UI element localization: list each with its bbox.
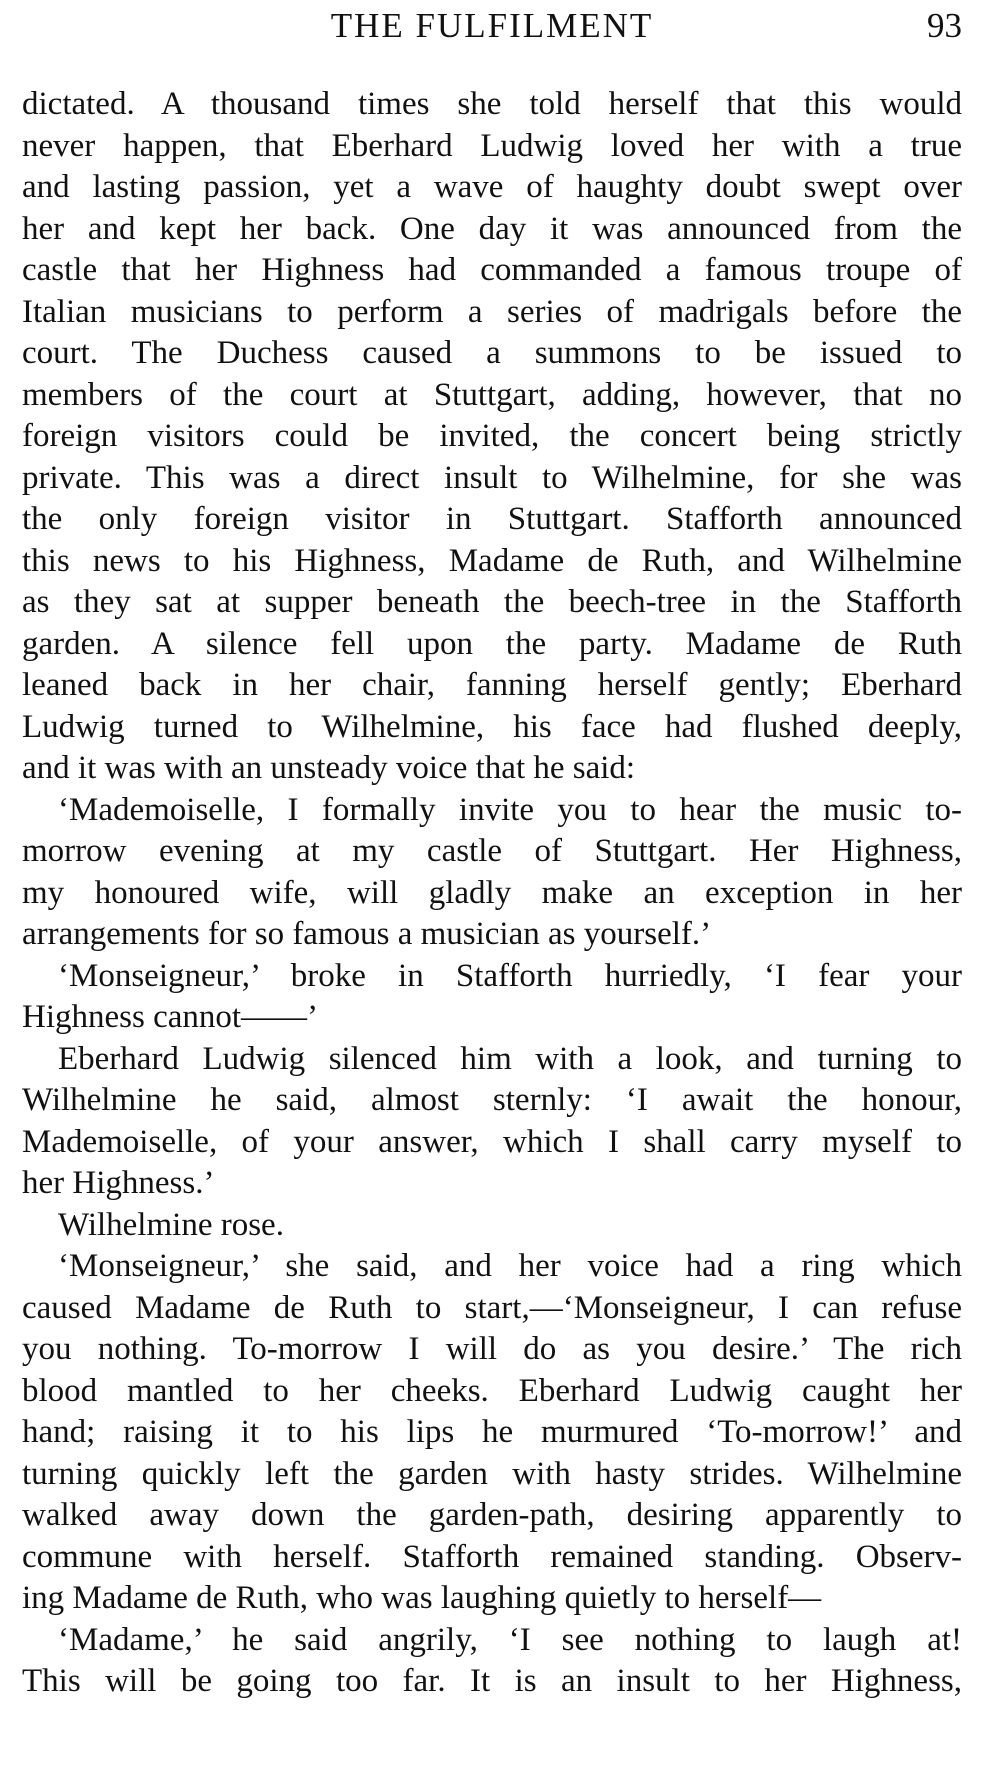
text-line: and it was with an unsteady voice that he said: bbox=[22, 750, 636, 786]
text-line: you nothing. To-morrow I will do as you desire.’ The rich bbox=[22, 1331, 962, 1367]
text-line: walked away down the garden-path, desiring apparently to bbox=[22, 1497, 962, 1533]
page-number: 93 bbox=[927, 6, 962, 45]
text-line: Italian musicians to perform a series of madrigals before the bbox=[22, 293, 962, 330]
text-line: her and kept her back. One day it was announced from the bbox=[22, 210, 962, 247]
text-line: Highness cannot——’ bbox=[22, 999, 319, 1035]
text-line: and lasting passion, yet a wave of haughty doubt swept over bbox=[22, 169, 962, 205]
text-line: ‘Monseigneur,’ broke in Stafforth hurriedly, ‘I fear your bbox=[58, 957, 962, 994]
text-line: this news to his Highness, Madame de Ruth, and Wilhelmine bbox=[22, 542, 962, 579]
text-line: turning quickly left the garden with hasty strides. Wilhelmine bbox=[22, 1455, 962, 1492]
text-line: blood mantled to her cheeks. Eberhard Ludwig caught her bbox=[22, 1372, 962, 1409]
paragraph bbox=[22, 956, 962, 1039]
text-line: her Highness.’ bbox=[22, 1165, 215, 1201]
text-line: the only foreign visitor in Stuttgart. Stafforth announced bbox=[22, 501, 962, 537]
text-line: castle that her Highness had commanded a famous troupe of bbox=[22, 252, 962, 288]
text-line: Wilhelmine rose. bbox=[58, 1206, 284, 1243]
text-line: Wilhelmine he said, almost sternly: ‘I await the honour, bbox=[22, 1082, 962, 1118]
text-line: ‘Monseigneur,’ she said, and her voice had a ring which bbox=[58, 1248, 962, 1284]
text-line: Eberhard Ludwig silenced him with a look, and turning to bbox=[58, 1040, 962, 1077]
text-line: Ludwig turned to Wilhelmine, his face had flushed deeply, bbox=[22, 708, 962, 745]
book-page bbox=[22, 0, 962, 1785]
text-line: as they sat at supper beneath the beech-tree in the Stafforth bbox=[22, 584, 962, 620]
text-line: caused Madame de Ruth to start,—‘Monseigneur, I can refuse bbox=[22, 1289, 962, 1326]
text-line: members of the court at Stuttgart, adding, however, that no bbox=[22, 376, 962, 413]
text-line: leaned back in her chair, fanning herself gently; Eberhard bbox=[22, 667, 962, 703]
text-line: dictated. A thousand times she told herself that this would bbox=[22, 86, 962, 122]
body-text bbox=[22, 84, 962, 1703]
text-line: ‘Mademoiselle, I formally invite you to hear the music to- bbox=[58, 791, 962, 828]
text-line: hand; raising it to his lips he murmured ‘To-morrow!’ and bbox=[22, 1414, 962, 1450]
paragraph bbox=[22, 790, 962, 956]
paragraph bbox=[22, 1246, 962, 1620]
text-line: morrow evening at my castle of Stuttgart. Her Highness, bbox=[22, 833, 962, 869]
paragraph bbox=[22, 1039, 962, 1205]
text-line: private. This was a direct insult to Wilhelmine, for she was bbox=[22, 459, 962, 496]
chapter-title: THE FULFILMENT bbox=[330, 6, 654, 45]
running-head bbox=[22, 0, 962, 62]
text-line: garden. A silence fell upon the party. Madame de Ruth bbox=[22, 625, 962, 662]
text-line: court. The Duchess caused a summons to be issued to bbox=[22, 335, 962, 371]
text-line: never happen, that Eberhard Ludwig loved her with a true bbox=[22, 127, 962, 164]
text-line: ing Madame de Ruth, who was laughing quietly to herself— bbox=[22, 1580, 822, 1616]
text-line: commune with herself. Stafforth remained standing. Observ- bbox=[22, 1538, 962, 1575]
text-line: This will be going too far. It is an insult to her Highness, bbox=[22, 1663, 962, 1699]
paragraph bbox=[22, 84, 962, 790]
text-line: arrangements for so famous a musician as yourself.’ bbox=[22, 916, 712, 952]
paragraph bbox=[22, 1205, 962, 1247]
text-line: ‘Madame,’ he said angrily, ‘I see nothing to laugh at! bbox=[58, 1621, 962, 1658]
text-line: my honoured wife, will gladly make an exception in her bbox=[22, 874, 962, 911]
text-line: foreign visitors could be invited, the concert being strictly bbox=[22, 418, 962, 454]
paragraph bbox=[22, 1620, 962, 1703]
text-line: Mademoiselle, of your answer, which I shall carry myself to bbox=[22, 1123, 962, 1160]
